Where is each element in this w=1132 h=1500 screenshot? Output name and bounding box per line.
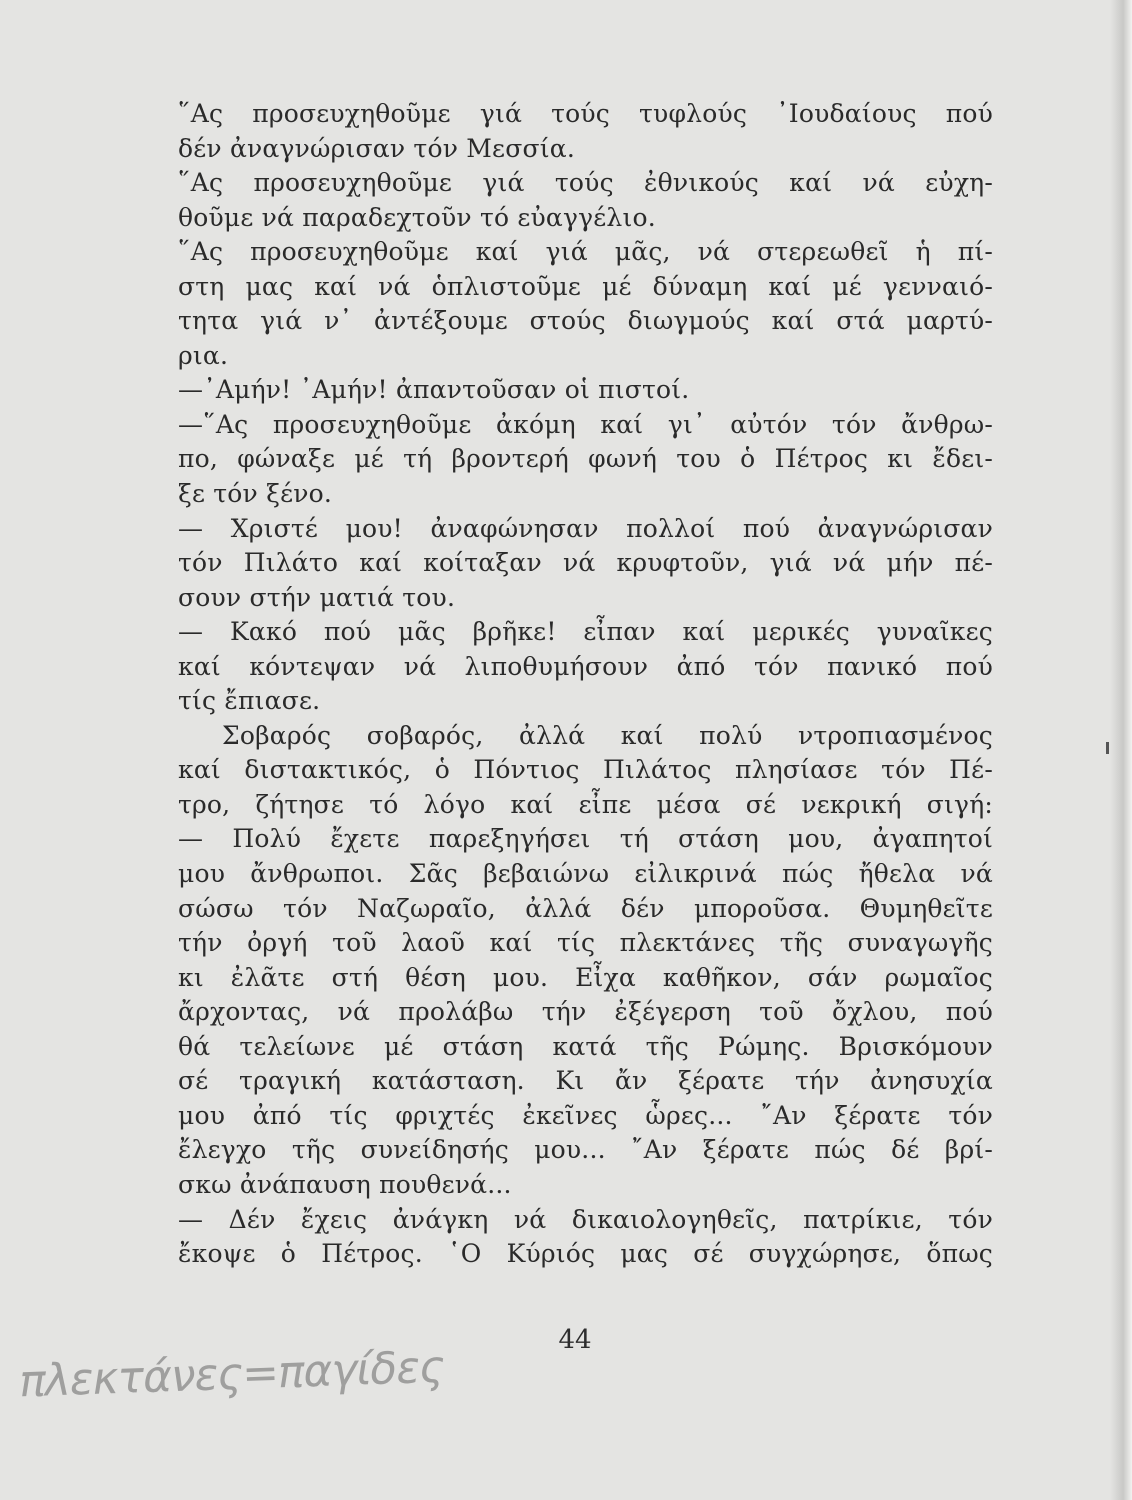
page-number: 44 (558, 1325, 592, 1355)
text-line: σέ τραγική κατάσταση. Κι ἄν ξέρατε τήν ἀνησυχία (178, 1066, 993, 1096)
text-line: —῞Ας προσευχηθοῦμε ἀκόμη καί γι᾿ αὐτόν τόν ἄνθρω- (178, 409, 993, 439)
text-line: καί διστακτικός, ὁ Πόντιος Πιλάτος πλησίασε τόν Πέ- (178, 755, 993, 785)
body-text (178, 97, 993, 1272)
text-line: καί κόντεψαν νά λιποθυμήσουν ἀπό τόν πανικό πού (178, 651, 993, 681)
text-line: ρια. (178, 340, 229, 370)
text-line: — Πολύ ἔχετε παρεξηγήσει τή στάση μου, ἀγαπητοί (178, 824, 993, 854)
text-line: κι ἐλᾶτε στή θέση μου. Εἶχα καθῆκον, σάν ρωμαῖος (178, 962, 993, 992)
text-line: δέν ἀναγνώρισαν τόν Μεσσία. (178, 133, 575, 163)
text-line: τίς ἔπιασε. (178, 686, 321, 716)
text-line: — Χριστέ μου! ἀναφώνησαν πολλοί πού ἀναγνώρισαν (178, 513, 993, 543)
edge-mark (1106, 742, 1109, 754)
text-line: — Δέν ἔχεις ἀνάγκη νά δικαιολογηθεῖς, πατρίκιε, τόν (178, 1204, 993, 1234)
page-edge-shadow (1110, 0, 1132, 1500)
text-line: σουν στήν ματιά του. (178, 582, 456, 612)
text-line: τητα γιά ν᾿ ἀντέξουμε στούς διωγμούς καί στά μαρτύ- (178, 306, 993, 336)
text-line: — Κακό πού μᾶς βρῆκε! εἶπαν καί μερικές γυναῖκες (178, 617, 993, 647)
text-line: πο, φώναξε μέ τή βροντερή φωνή του ὁ Πέτρος κι ἔδει- (178, 444, 993, 474)
text-line: τόν Πιλάτο καί κοίταξαν νά κρυφτοῦν, γιά νά μήν πέ- (178, 548, 993, 578)
text-line: μου ἀπό τίς φριχτές ἐκεῖνες ὧρες... ῎Αν ξέρατε τόν (178, 1100, 993, 1130)
text-line: τρο, ζήτησε τό λόγο καί εἶπε μέσα σέ νεκρική σιγή: (178, 789, 993, 819)
text-line: Σοβαρός σοβαρός, ἀλλά καί πολύ ντροπιασμένος (222, 720, 993, 750)
text-line: σώσω τόν Ναζωραῖο, ἀλλά δέν μποροῦσα. Θυμηθεῖτε (178, 893, 993, 923)
text-line: ἄρχοντας, νά προλάβω τήν ἐξέγερση τοῦ ὄχλου, πού (178, 997, 993, 1027)
text-line: ῞Ας προσευχηθοῦμε γιά τούς ἐθνικούς καί νά εὐχη- (178, 168, 993, 198)
text-line: τήν ὀργή τοῦ λαοῦ καί τίς πλεκτάνες τῆς συναγωγῆς (178, 928, 993, 958)
text-line: ξε τόν ξένο. (178, 479, 333, 509)
text-line: θά τελείωνε μέ στάση κατά τῆς Ρώμης. Βρισκόμουν (178, 1031, 993, 1061)
text-line: σκω ἀνάπαυση πουθενά... (178, 1169, 512, 1199)
text-line: στη μας καί νά ὁπλιστοῦμε μέ δύναμη καί μέ γενναιό- (178, 271, 993, 301)
handwritten-note: πλεκτάνες=παγίδες (18, 1341, 445, 1408)
text-line: ῞Ας προσευχηθοῦμε καί γιά μᾶς, νά στερεωθεῖ ἡ πί- (178, 237, 993, 267)
text-line: ῞Ας προσευχηθοῦμε γιά τούς τυφλούς ᾿Ιουδαίους πού (178, 99, 993, 128)
text-line: ἔλεγχο τῆς συνείδησής μου... ῎Αν ξέρατε πώς δέ βρί- (178, 1135, 993, 1165)
text-line: θοῦμε νά παραδεχτοῦν τό εὐαγγέλιο. (178, 202, 656, 232)
text-line: ἔκοψε ὁ Πέτρος. ῾Ο Κύριός μας σέ συγχώρησε, ὅπως (178, 1239, 993, 1269)
text-line: —᾿Αμήν! ᾿Αμήν! ἀπαντοῦσαν οἱ πιστοί. (178, 375, 690, 405)
text-line: μου ἄνθρωποι. Σᾶς βεβαιώνω εἰλικρινά πώς ἤθελα νά (178, 859, 993, 889)
